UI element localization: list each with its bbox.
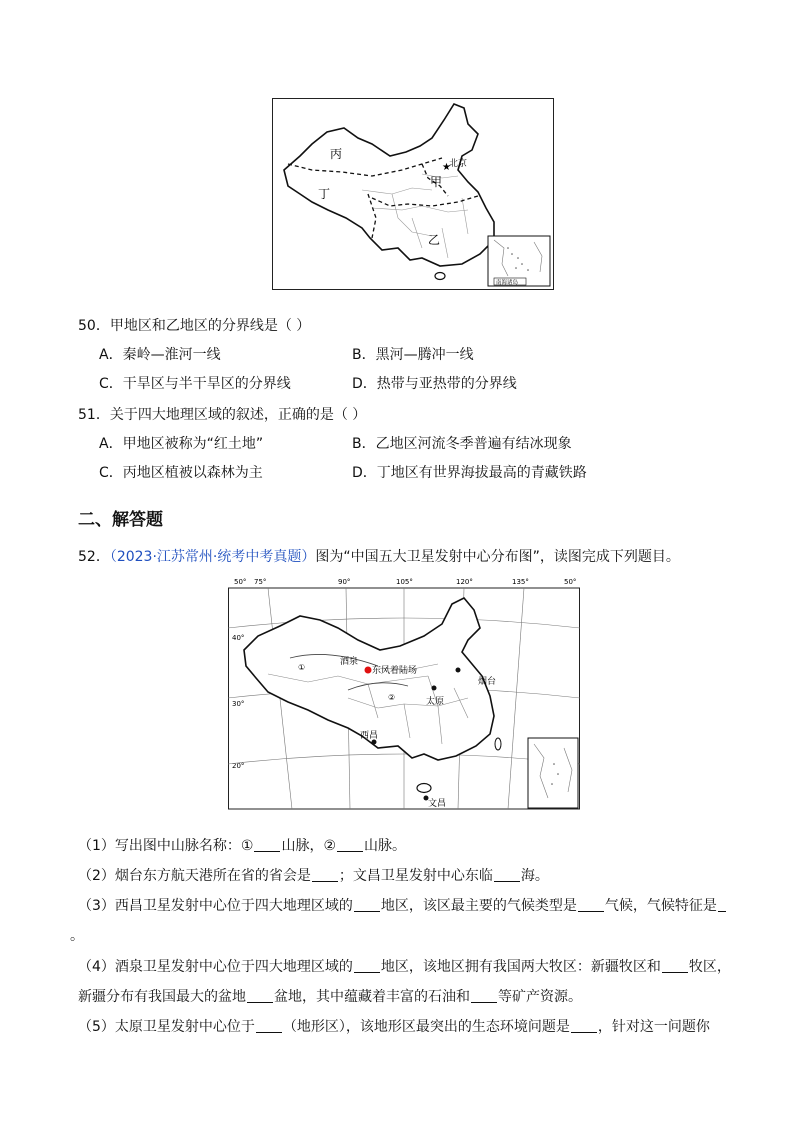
label-inset: 南海诸岛 xyxy=(496,280,519,286)
place-wenchang: 文昌 xyxy=(428,799,447,809)
q51-stem: 51．关于四大地理区域的叙述，正确的是（ ） xyxy=(78,407,367,423)
lat-label-40: 40° xyxy=(232,634,245,642)
label-beijing: 北京 xyxy=(449,159,468,169)
blank[interactable] xyxy=(256,1018,282,1033)
blank[interactable] xyxy=(337,837,363,852)
q50-option-a: A．秦岭—淮河一线 xyxy=(99,347,221,363)
q50-stem: 50．甲地区和乙地区的分界线是（ ） xyxy=(78,318,311,334)
mark-mountain-1: ① xyxy=(298,663,306,672)
lon-label-50a: 50° xyxy=(234,578,247,586)
china-regions-map xyxy=(272,98,554,290)
lon-label-135: 135° xyxy=(512,578,529,586)
q51-option-a: A．甲地区被称为“红土地” xyxy=(99,436,264,452)
blank[interactable] xyxy=(471,988,497,1003)
q52-sub-5: （5）太原卫星发射中心位于 （地形区），该地形区最突出的生态环境问题是 ，针对这一问题你 xyxy=(78,1019,710,1035)
blank[interactable] xyxy=(354,897,380,912)
dongfeng-landing-marker xyxy=(365,667,372,674)
place-yantai: 烟台 xyxy=(478,677,497,687)
blank[interactable] xyxy=(354,958,380,973)
q50-option-c: C．干旱区与半干旱区的分界线 xyxy=(99,376,291,392)
label-ding: 丁 xyxy=(318,187,331,201)
q50-option-b: B．黑河—腾冲一线 xyxy=(352,347,474,363)
blank[interactable] xyxy=(247,988,273,1003)
q52-sub-4: （4）酒泉卫星发射中心位于四大地理区域的 地区，该地区拥有我国两大牧区：新疆牧区和 牧区， xyxy=(78,959,731,975)
q52-stem-line xyxy=(78,547,680,567)
q52-sub-4-line2: 新疆分布有我国最大的盆地 盆地，其中蕴藏着丰富的石油和 等矿产资源。 xyxy=(78,989,582,1005)
q52-source-link[interactable]: （2023·江苏常州·统考中考真题） xyxy=(109,549,316,565)
lon-label-105: 105° xyxy=(396,578,413,586)
blank[interactable] xyxy=(718,897,726,912)
place-jiuquan: 酒泉 xyxy=(340,657,359,667)
satellite-launch-centers-map xyxy=(228,578,580,810)
yantai-marker xyxy=(456,668,461,673)
lat-label-30: 30° xyxy=(232,700,245,708)
q52-stem: 图为“中国五大卫星发射中心分布图”，读图完成下列题目。 xyxy=(315,549,680,565)
place-taiyuan: 太原 xyxy=(426,697,445,707)
label-bing: 丙 xyxy=(330,147,343,161)
lon-label-50b: 50° xyxy=(564,578,577,586)
q52-sub-3-end: 。 xyxy=(70,928,84,944)
taiyuan-marker xyxy=(432,686,437,691)
blank[interactable] xyxy=(312,867,338,882)
label-yi: 乙 xyxy=(428,233,441,247)
q51-option-d: D．丁地区有世界海拔最高的青藏铁路 xyxy=(352,465,587,481)
q50-option-d: D．热带与亚热带的分界线 xyxy=(352,376,517,392)
q51-option-c: C．丙地区植被以森林为主 xyxy=(99,465,263,481)
lon-label-120: 120° xyxy=(456,578,473,586)
label-jia: 甲 xyxy=(430,175,443,189)
lon-label-90: 90° xyxy=(338,578,351,586)
section-title: 二、解答题 xyxy=(78,510,163,530)
q52-sub-2: （2）烟台东方航天港所在省的省会是 ；文昌卫星发射中心东临 海。 xyxy=(78,868,549,884)
blank[interactable] xyxy=(494,867,520,882)
beijing-star-icon: ★ xyxy=(442,162,451,173)
q52-sub-3: （3）西昌卫星发射中心位于四大地理区域的 地区，该区最主要的气候类型是 气候，气候特征是 xyxy=(78,896,727,916)
place-xichang: 西昌 xyxy=(360,731,379,741)
lat-label-20: 20° xyxy=(232,762,245,770)
q52-sub-1: （1）写出图中山脉名称：① 山脉，② 山脉。 xyxy=(78,838,407,854)
place-dongfeng: 东风着陆场 xyxy=(372,666,418,676)
lon-label-75: 75° xyxy=(254,578,267,586)
blank[interactable] xyxy=(662,958,688,973)
mark-mountain-2: ② xyxy=(388,693,396,702)
q52-number: 52． xyxy=(78,549,110,565)
blank[interactable] xyxy=(571,1018,597,1033)
blank[interactable] xyxy=(254,837,280,852)
q51-option-b: B．乙地区河流冬季普遍有结冰现象 xyxy=(352,436,572,452)
blank[interactable] xyxy=(578,897,604,912)
